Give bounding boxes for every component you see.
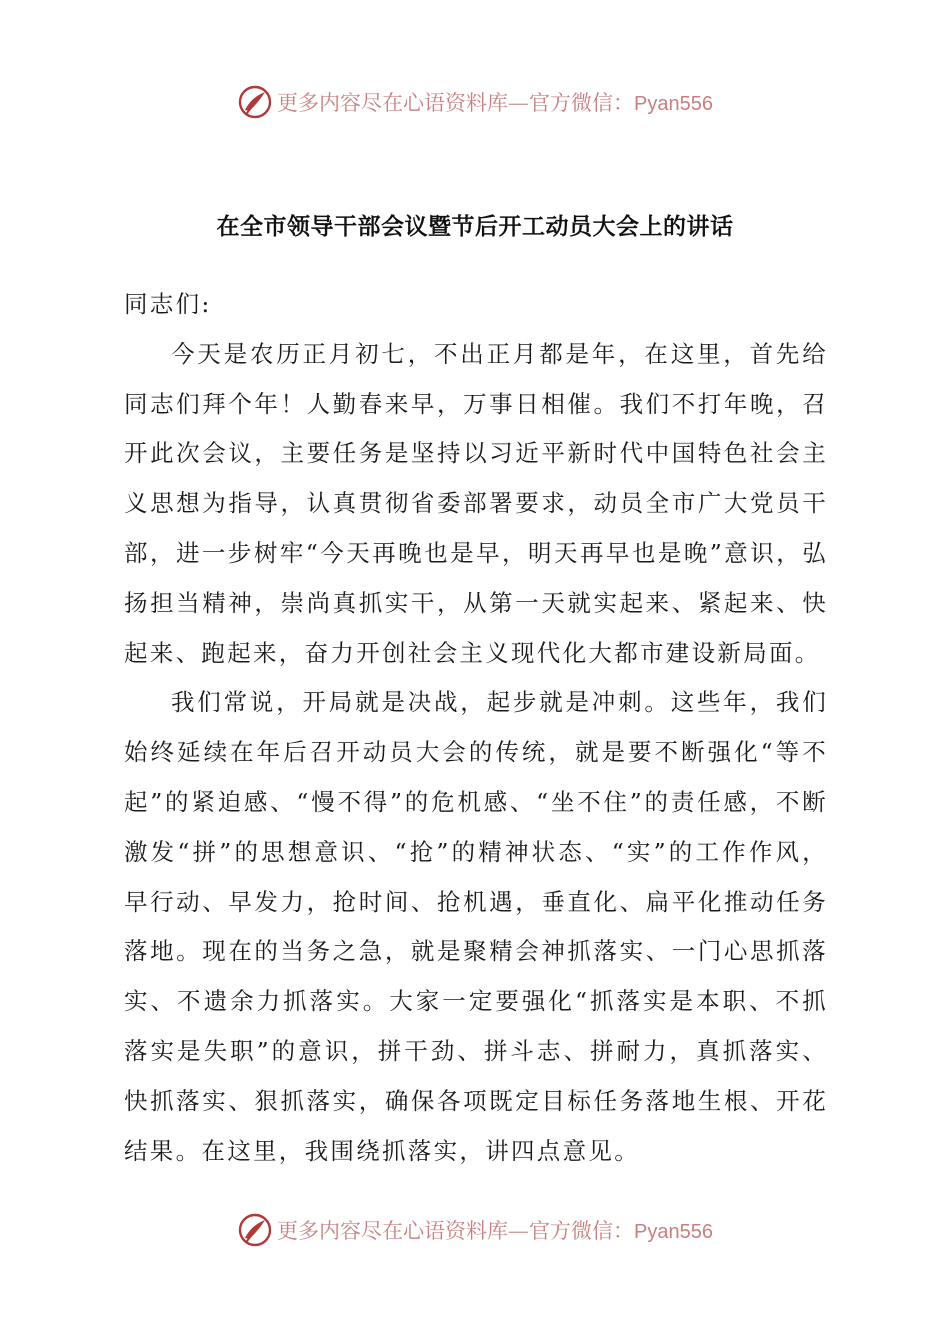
watermark-text-main: 更多内容尽在心语资料库 [277,91,509,115]
watermark-wechat-label: 官方微信： [529,91,635,115]
watermark-wechat-id: Pyan556 [634,1221,713,1243]
document-body [124,280,828,1176]
pen-logo-icon [237,84,273,120]
header-watermark-banner [0,82,950,122]
body-paragraph-1: 今天是农历正月初七，不出正月都是年，在这里，首先给同志们拜个年！人勤春来早，万事日相催。我们不打年晚，召开此次会议，主要任务是坚持以习近平新时代中国特色社会主义思想为指导，认真贯彻省委部署要求，动员全市广大党员干部，进一步树牢“今天再晚也是早，明天再早也是晚”意识，弘扬担当精神，崇尚真抓实干，从第一天就实起来、紧起来、快起来、跑起来，奋力开创社会主义现代化大都市建设新局面。 [124,339,828,667]
document-title: 在全市领导干部会议暨节后开工动员大会上的讲话 [216,214,734,240]
salutation: 同志们: [124,290,212,318]
watermark-dash: — [508,1219,530,1243]
body-paragraph-2: 我们常说，开局就是决战，起步就是冲刺。这些年，我们始终延续在年后召开动员大会的传统，就是要不断强化“等不起”的紧迫感、“慢不得”的危机感、“坐不住”的责任感，不断激发“拼”的思想意识、“抢”的精神状态、“实”的工作作风，早行动、早发力，抢时间、抢机遇，垂直化、扁平化推动任务落地。现在的当务之急，就是聚精会神抓落实、一门心思抓落实、不遗余力抓落实。大家一定要强化“抓落实是本职、不抓落实是失职”的意识，拼干劲、拼斗志、拼耐力，真抓落实、快抓落实、狠抓落实，确保各项既定目标任务落地生根、开花结果。在这里，我围绕抓落实，讲四点意见。 [124,688,828,1165]
watermark-text [277,1215,713,1245]
watermark-wechat-label: 官方微信： [529,1219,635,1243]
watermark-dash: — [508,91,530,115]
watermark-text-main: 更多内容尽在心语资料库 [277,1219,509,1243]
watermark-wechat-id: Pyan556 [634,93,713,115]
watermark-text [277,87,713,117]
pen-logo-icon [237,1212,273,1248]
footer-watermark-banner [0,1210,950,1250]
